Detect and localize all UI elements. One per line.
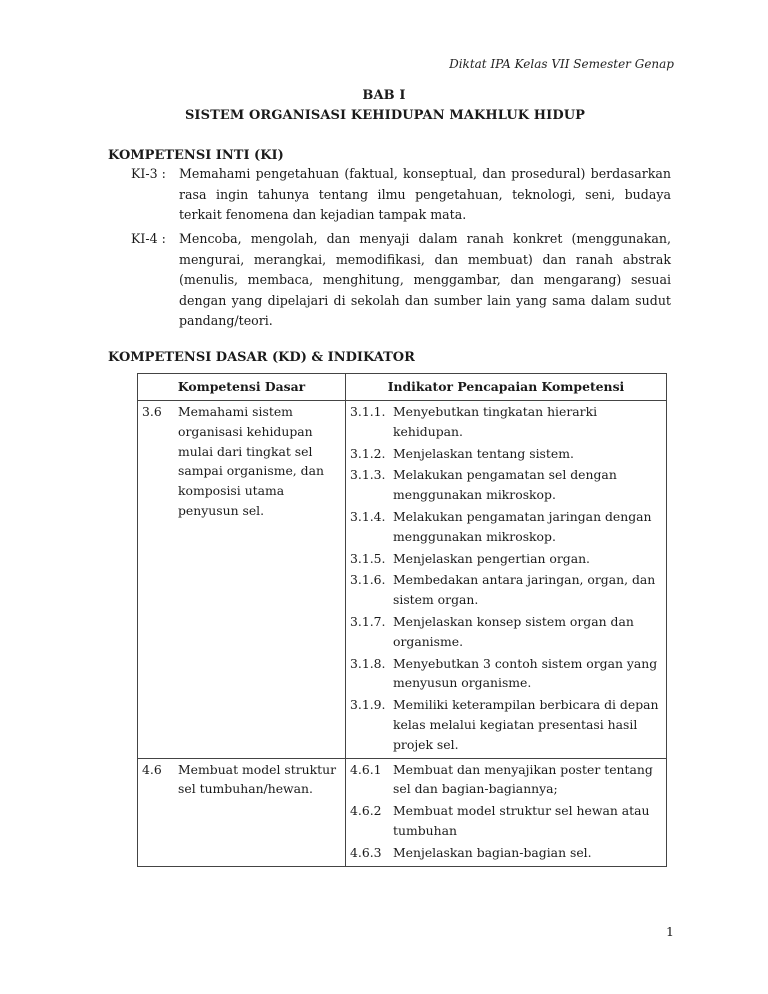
- indicator-number: 3.1.2.: [350, 445, 386, 461]
- kd-number: 3.6: [142, 404, 162, 419]
- ki-item: [131, 229, 671, 332]
- indicator-text: Menjelaskan bagian-bagian sel.: [393, 844, 592, 860]
- indicator-text: Membuat model struktur sel hewan atau tumbuhan: [393, 803, 650, 838]
- indicator-item: [350, 465, 662, 505]
- ki-text: Memahami pengetahuan (faktual, konseptual, dan prosedural) berdasarkan rasa ingin tahunya tentang ilmu pengetahuan, teknologi, seni, budaya terkait fenomena dan kejadian tampak mata.: [179, 166, 671, 223]
- kd-indicator-table: [137, 373, 667, 867]
- indicator-item: [350, 654, 662, 694]
- indicator-number: 3.1.5.: [350, 550, 386, 566]
- ki-item: [131, 164, 671, 226]
- indicator-item: [350, 444, 662, 464]
- indicator-number: 3.1.1.: [350, 404, 386, 419]
- indicator-item: [350, 760, 662, 800]
- chapter-number: BAB I: [362, 88, 406, 103]
- indicator-item: [350, 402, 662, 442]
- kd-number: 4.6: [142, 761, 162, 777]
- kd-text: Membuat model struktur sel tumbuhan/hewan.: [178, 761, 336, 797]
- indicator-text: Menyebutkan tingkatan hierarki kehidupan.: [393, 404, 598, 439]
- ki-text: Mencoba, mengolah, dan menyaji dalam ranah konkret (menggunakan, mengurai, merangkai, memodifikasi, dan membuat) dan ranah abstrak (menulis, membaca, menghitung, menggambar, dan mengarang) sesuai dengan yang dipelajari di sekolah dan sumber lain yang sama dalam sudut pandang/teori.: [179, 231, 671, 329]
- indicator-number: 4.6.1: [350, 761, 382, 777]
- indicator-number: 3.1.7.: [350, 613, 386, 629]
- indicator-text: Memiliki keterampilan berbicara di depan kelas melalui kegiatan presentasi hasil projek sel.: [393, 697, 659, 752]
- indicator-item: [350, 843, 662, 863]
- kd-cell: [138, 758, 346, 866]
- ki-section-heading: KOMPETENSI INTI (KI): [108, 148, 284, 163]
- table-header-row: [138, 374, 667, 401]
- indicator-item: [350, 570, 662, 610]
- indicator-number: 3.1.8.: [350, 655, 386, 671]
- indicator-item: [350, 507, 662, 547]
- table-row: [138, 401, 667, 759]
- indicator-number: 3.1.3.: [350, 467, 386, 483]
- indicator-text: Melakukan pengamatan jaringan dengan menggunakan mikroskop.: [393, 508, 652, 544]
- chapter-title: SISTEM ORGANISASI KEHIDUPAN MAKHLUK HIDUP: [184, 108, 586, 123]
- indicator-number: 3.1.9.: [350, 697, 386, 713]
- indicator-text: Menyebutkan 3 contoh sistem organ yang menyusun organisme.: [393, 655, 658, 691]
- column-header-indikator: Indikator Pencapaian Kompetensi: [346, 374, 667, 401]
- indicator-text: Membuat dan menyajikan poster tentang sel dan bagian-bagiannya;: [393, 761, 653, 797]
- indicator-item: [350, 549, 662, 569]
- ki-label: KI-4 :: [131, 231, 166, 246]
- indicator-number: 3.1.4.: [350, 508, 386, 524]
- indicator-text: Menjelaskan tentang sistem.: [393, 445, 574, 461]
- indicator-item: [350, 695, 662, 754]
- indicator-number: 3.1.6.: [350, 572, 386, 588]
- indicator-text: Melakukan pengamatan sel dengan menggunakan mikroskop.: [393, 467, 617, 503]
- ki-label: KI-3 :: [131, 166, 166, 181]
- indicator-item: [350, 801, 662, 841]
- indicator-text: Menjelaskan konsep sistem organ dan organisme.: [393, 613, 634, 649]
- kd-cell: [138, 401, 346, 759]
- indicator-text: Menjelaskan pengertian organ.: [393, 550, 590, 566]
- table-row: [138, 758, 667, 866]
- indicator-item: [350, 612, 662, 652]
- kd-text: Memahami sistem organisasi kehidupan mulai dari tingkat sel sampai organisme, dan komposisi utama penyusun sel.: [178, 404, 324, 518]
- indicator-cell: [346, 758, 667, 866]
- indicator-text: Membedakan antara jaringan, organ, dan sistem organ.: [393, 572, 656, 608]
- chapter-heading: [0, 86, 768, 126]
- running-header: Diktat IPA Kelas VII Semester Genap: [449, 57, 674, 71]
- kd-section-heading: KOMPETENSI DASAR (KD) & INDIKATOR: [108, 350, 415, 365]
- column-header-kompetensi-dasar: Kompetensi Dasar: [138, 374, 346, 401]
- indicator-cell: [346, 401, 667, 759]
- page-number: 1: [666, 924, 674, 939]
- indicator-number: 4.6.2: [350, 803, 382, 819]
- indicator-number: 4.6.3: [350, 844, 382, 860]
